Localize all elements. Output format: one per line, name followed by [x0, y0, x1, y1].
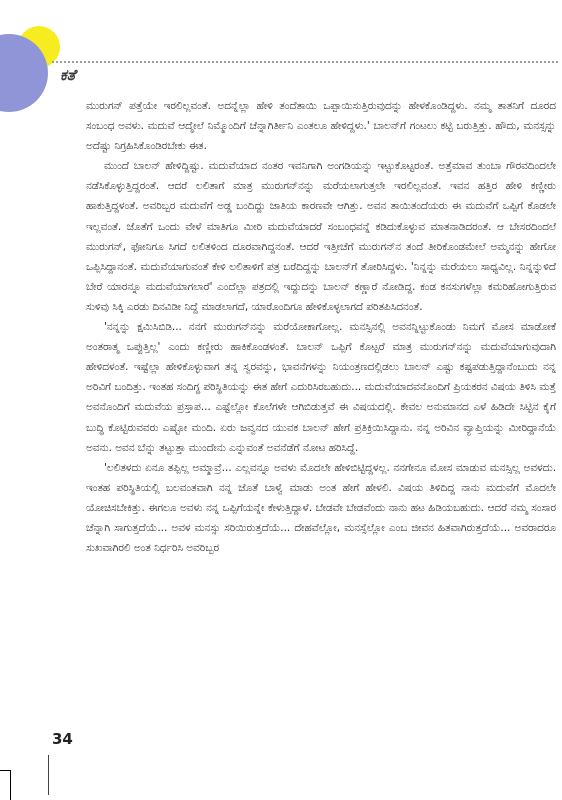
section-label: ಕತೆ — [60, 66, 76, 84]
paragraph: ಮುಂದೆ ಬಾಲನ್ ಹೇಳಿದ್ದಿಷ್ಟು. ಮದುವೆಯಾದ ನಂತರ ಇವನಿಗಾಗಿ ಅಂಗಡಿಯನ್ನು ಇಟ್ಟುಕೊಟ್ಟರಂತೆ. ಅತ್ತೆಮಾವ ತುಂಬಾ ಗೌರವದಿಂದಲೇ ನಡೆಸಿಕೊಳ್ಳುತ್ತಿದ್ದರಂತೆ. ಆದರೆ ಲಲಿತಾಗೆ ಮಾತ್ರ ಮುರುಗನ್‌ನನ್ನು ಮರೆಯಲಾಗುತ್ತಲೇ ಇರಲಿಲ್ಲವಂತೆ. ಇವನ ಹತ್ತಿರ ಹೇಳಿ ಕಣ್ಣೀರು ಹಾಕುತ್ತಿದ್ದಳಂತೆ. ಅವರಿಬ್ಬರ ಮದುವೆಗೆ ಅಡ್ಡ ಬಂದಿದ್ದು ಜಾತಿಯ ಕಾರಣವೇ ಆಗಿತ್ತು. ಅವನ ತಾಯಿತಂದೆಯರು ಈ ಮದುವೆಗೆ ಒಪ್ಪಿಗೆ ಕೊಡಲೇ ಇಲ್ಲವಂತೆ. ಜೊತೆಗೆ ಒಂದು ವೇಳೆ ಮಾತಿಗೂ ಮೀರಿ ಮದುವೆಯಾದರೆ ಸಂಬಂಧವನ್ನೆ ಕಡಿದುಕೊಳ್ಳುವ ಮಾತನಾಡಿದರಂತೆ. ಆ ಬೇಸರದಿಂದಲೆ ಮುರುಗನ್, ಫೋನಿಗೂ ಸಿಗದೆ ಲಲಿತಳಿಂದ ದೂರವಾಗಿದ್ದನಂತೆ. ಆದರೆ ಇತ್ತೀಚೆಗೆ ಮುರುಗನ್‌ನ ತಂದೆ ತೀರಿಕೊಂಡಮೇಲೆ ಅಮ್ಮನನ್ನು ಹೇಗೋ ಒಪ್ಪಿಸಿದ್ದಾನಂತೆ. ಮದುವೆಯಾಗುವಂತೆ ಕೇಳಿ ಲಲಿತಾಳಿಗೆ ಪತ್ರ ಬರೆದಿದ್ದನ್ನು ಬಾಲನ್‌ಗೆ ತೋರಿಸಿದ್ದಳು. 'ನಿನ್ನನ್ನು ಮರೆಯಲು ಸಾಧ್ಯವಿಲ್ಲ. ನಿನ್ನನ್ನುಳಿದೆ ಬೇರೆ ಯಾರನ್ನೂ ಮದುವೆಯಾಗಲಾರೆ' ಎಂದೆಲ್ಲಾ ಪತ್ರದಲ್ಲಿ ಇದ್ದುದನ್ನು ಬಾಲನ್ ಕಣ್ಣಾರೆ ನೋಡಿದ್ದ. ಕಂಡ ಕನಸುಗಳೆಲ್ಲಾ ಕಮರಿಹೋಗುತ್ತಿರುವ ಸುಳಿವು ಸಿಕ್ಕಿ ಎರಡು ದಿನವಿಡೀ ನಿದ್ದೆ ಮಾಡಲಾಗದೆ, ಯಾರೊಂದಿಗೂ ಹೇಳಿಕೊಳ್ಳಲಾಗದೆ ಪರಿತಪಿಸಿದನಂತೆ. — [86, 160, 556, 313]
header-dotted-rule — [52, 61, 558, 63]
paragraph: 'ಲಲಿತಳದು ಏನೂ ತಪ್ಪಿಲ್ಲ ಅಮ್ಮಾವ್ರೆ... ಎಲ್ಲವನ್ನೂ ಅವಳು ಮೊದಲೇ ಹೇಳಿಬಿಟ್ಟಿದ್ದಳಲ್ಲ. ನನಗೇನೂ ಮೋಸ ಮಾಡುವ ಮನಸ್ಸಿಲ್ಲ ಅವಳದು. ಇಂತಹ ಪರಿಸ್ಥಿತಿಯಲ್ಲಿ ಬಲವಂತವಾಗಿ ನನ್ನ ಜೊತೆ ಬಾಳ್ವೆ ಮಾಡು ಅಂತ ಹೇಗೆ ಹೇಳಲಿ. ವಿಷಯ ತಿಳಿದಿದ್ದ ನಾನು ಮದುವೆಗೆ ಮೊದಲೇ ಯೋಚಿಸಬೇಕಿತ್ತು. ಈಗಲೂ ಅವಳು ನನ್ನ ಒಪ್ಪಿಗೆಯನ್ನೇ ಕೇಳುತ್ತಿದ್ದಾಳೆ. ಬೇಡವೇ ಬೇಡವೆಂದು ನಾನು ಹಟ ಹಿಡಿಯಬಹುದು. ಆದರೆ ನಮ್ಮ ಸಂಸಾರ ಚೆನ್ನಾಗಿ ಸಾಗುತ್ತದೆಯೆ... ಅವಳ ಮನಸ್ಸು ಸರಿಯಿರುತ್ತದೆಯೆ... ದೇಹವೆಲ್ಲೋ, ಮನಸ್ಸೆಲ್ಲೋ ಎಂಬ ಜೀವನ ಹಿತವಾಗಿರುತ್ತದೆಯೆ... ಅವರಾದರೂ ಸುಖವಾಗಿರಲಿ ಅಂತ ನಿರ್ಧರಿಸಿ ಅವರಿಬ್ಬರ — [86, 461, 556, 555]
paragraph: ಮುರುಗನ್ ಪತ್ತೆಯೇ ಇರಲಿಲ್ಲವಂತೆ. ಅದನ್ನೆಲ್ಲಾ ಹೇಳಿ ತಂದೆತಾಯಿ ಒಪ್ಪಾಯಿಸುತ್ತಿರುವುದನ್ನು ಹೇಳಕೊಂಡಿದ್ದಳು. ನಮ್ಮ ತಾತನಿಗೆ ದೂರದ ಸಂಬಂಧ ಅವಳು. ಮದುವೆ ಆದ್ಮೇಲೆ ನಿಮ್ಮೊಂದಿಗೆ ಚೆನ್ನಾಗಿರ್ತೀನಿ ಎಂತಲೂ ಹೇಳಿದ್ದಳು.' ಬಾಲನ್‌ಗೆ ಗಂಟಲು ಕಟ್ಟಿ ಬರುತ್ತಿತ್ತು. ಹೌದು, ಮನಸ್ಸನ್ನು ಅದೆಷ್ಟು ನಿಗ್ರಹಿಸಿಕೊಂಡಿರಬೇಕು ಈತ. — [86, 100, 556, 153]
paragraph: 'ನನ್ನನ್ನು ಕ್ಷಮಿಸಿಬಿಡಿ... ನನಗೆ ಮುರುಗನ್‌ನನ್ನು ಮರೆಯೋಕಾಗೋಲ್ಲ. ಮನಸ್ಸಿನಲ್ಲಿ ಅವನನ್ನಿಟ್ಟುಕೊಂಡು ನಿಮಗೆ ಮೋಸ ಮಾಡೋಕೆ ಅಂತರಾತ್ಮ ಒಪ್ಪುತ್ತಿಲ್ಲ' ಎಂದು ಕಣ್ಣೀರು ಹಾಕಿಕೊಂಡಳಂತೆ. ಬಾಲನ್ ಒಪ್ಪಿಗೆ ಕೊಟ್ಟರೆ ಮಾತ್ರ ಮುರುಗನ್‌ನನ್ನು ಮದುವೆಯಾಗುವುದಾಗಿ ಹೇಳಿದಳಂತೆ. ಇಷ್ಟೆಲ್ಲಾ ಹೇಳಿಕೊಳ್ಳುವಾಗ ತನ್ನ ಸ್ವರವನ್ನು, ಭಾವನೆಗಳನ್ನು ನಿಯಂತ್ರಣದಲ್ಲಿಡಲು ಬಾಲನ್ ಎಷ್ಟು ಕಷ್ಟಪಡುತ್ತಿದ್ದಾನೆಂಬುದು ನನ್ನ ಅರಿವಿಗೆ ಬಂದಿತ್ತು. ಇಂತಹ ಸಂದಿಗ್ಧ ಪರಿಸ್ಥಿತಿಯನ್ನು ಈತ ಹೇಗೆ ಎದುರಿಸಿರಬಹುದು... ಮದುವೆಯಾದವನೊಂದಿಗೆ ಪ್ರಿಯಕರನ ವಿಷಯ ತಿಳಿಸಿ ಮತ್ತೆ ಅವನೊಂದಿಗೆ ಮದುವೆಯ ಪ್ರಸ್ತಾಪ... ಎಷ್ಟೆಲ್ಲೋ ಕೊಲೆಗಳೇ ಆಗಿಬಿಡುತ್ತವೆ ಈ ವಿಷಯದಲ್ಲಿ. ಕೇವಲ ಅನುಮಾನದ ಎಳೆ ಹಿಡಿದೇ ಸಿಟ್ಟಿನ ಕೈಗೆ ಬುದ್ಧಿ ಕೊಟ್ಟಿರುವವರು ಎಷ್ಟೋ ಮಂದಿ. ಏರು ಜವ್ವನದ ಯುವಕ ಬಾಲನ್ ಹೇಗೆ ಪ್ರತಿಕ್ರಿಯಿಸಿದ್ದಾನು. ನನ್ನ ಅರಿವಿನ ವ್ಯಾಪ್ತಿಯನ್ನು ಮೀರಿದ್ದಾನೆಯೆ ಅವನು. ಅವನ ಬೆನ್ನು ತಟ್ಟುತ್ತಾ ಮುಂದೇನು ಎನ್ನುವಂತೆ ಅವನೆಡೆಗೆ ನೋಟ ಹರಿಸಿದ್ದೆ. — [86, 321, 556, 454]
article-body — [86, 96, 556, 558]
page-number: 34 — [52, 730, 73, 748]
crop-mark — [10, 770, 11, 800]
crop-mark — [0, 770, 10, 771]
page-margin-rule — [48, 755, 49, 795]
